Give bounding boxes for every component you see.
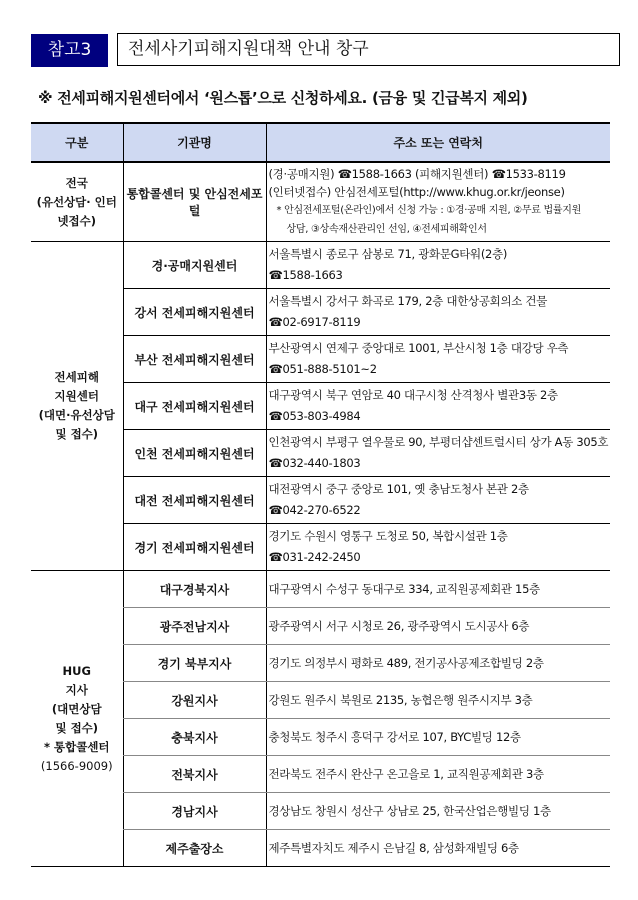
address: 경기도 수원시 영통구 도청로 50, 복합시설관 1층 — [268, 529, 508, 543]
address: 전라북도 전주시 완산구 온고을로 1, 교직원공제회관 3층 — [266, 756, 610, 793]
address: 부산광역시 연제구 중앙대로 1001, 부산시청 1층 대강당 우측 — [268, 341, 569, 355]
phone: ☎1588-1663 — [268, 268, 343, 282]
org-name: 부산 전세피해지원센터 — [123, 336, 266, 383]
column-header: 주소 또는 연락처 — [266, 123, 610, 162]
phone: ☎042-270-6522 — [268, 503, 361, 517]
org-name: 경기 전세피해지원센터 — [123, 524, 266, 571]
address: 대구광역시 북구 연암로 40 대구시청 산격청사 별관3동 2층 — [268, 388, 558, 402]
group-label: (대면·유선상담 — [38, 408, 115, 422]
phone: ☎053-803-4984 — [268, 409, 361, 423]
reference-tag: 참고3 — [31, 34, 108, 67]
org-name: 충북지사 — [123, 719, 266, 756]
address-cell — [266, 430, 610, 477]
org-name: 제주출장소 — [123, 830, 266, 867]
org-name: 전북지사 — [123, 756, 266, 793]
org-name: 대구 전세피해지원센터 — [123, 383, 266, 430]
address: 강원도 원주시 북원로 2135, 농협은행 원주시지부 3층 — [266, 682, 610, 719]
address: 대구광역시 수성구 동대구로 334, 교직원공제회관 15층 — [266, 571, 610, 608]
group-label: 지사 — [65, 682, 88, 697]
group-label: (유선상담· 인터 — [36, 194, 117, 209]
table-header — [31, 123, 610, 162]
contact-line: (경·공매지원) ☎1588-1663 (피해지원센터) ☎1533-8119 — [268, 167, 566, 181]
address: 서울특별시 강서구 화곡로 179, 2층 대한상공회의소 건물 — [268, 294, 548, 308]
address-cell — [266, 477, 610, 524]
group-label: 지원센터 — [54, 389, 99, 403]
address: 제주특별자치도 제주시 은남길 8, 삼성화재빌딩 6층 — [266, 830, 610, 867]
page-title: 전세사기피해지원대책 안내 창구 — [117, 33, 620, 66]
org-name: 강원지사 — [123, 682, 266, 719]
group-label: 전국 — [65, 175, 88, 190]
group-cell — [31, 242, 123, 571]
address-cell — [266, 242, 610, 289]
group-label: 넷접수) — [57, 213, 97, 228]
address-cell — [266, 336, 610, 383]
phone: ☎02-6917-8119 — [268, 315, 361, 329]
address: 경기도 의정부시 평화로 489, 전기공사공제조합빌딩 2층 — [266, 645, 610, 682]
online-note: 상담, ③상속재산관리인 선임, ④전세피해확인서 — [286, 224, 487, 235]
contact-line: (인터넷접수) 안심전세포털(http://www.khug.or.kr/jeonse) — [268, 185, 565, 199]
column-header: 기관명 — [123, 123, 266, 162]
address: 인천광역시 부평구 열우물로 90, 부평더샵센트럴시티 상가 A동 305호 — [268, 435, 609, 449]
org-name: 대구경북지사 — [123, 571, 266, 608]
org-name: 강서 전세피해지원센터 — [123, 289, 266, 336]
group-label: (대면상담 — [51, 701, 102, 716]
table-row — [31, 242, 610, 289]
group-cell — [31, 571, 123, 867]
address-cell — [266, 162, 610, 242]
address-cell — [266, 383, 610, 430]
org-name: 경기 북부지사 — [123, 645, 266, 682]
group-cell — [31, 162, 123, 242]
address-cell — [266, 289, 610, 336]
address: 서울특별시 종로구 삼봉로 71, 광화문G타워(2층) — [268, 247, 508, 261]
address: 광주광역시 서구 시청로 26, 광주광역시 도시공사 6층 — [266, 608, 610, 645]
org-name: 광주전남지사 — [123, 608, 266, 645]
notice-text: ※ 전세피해지원센터에서 ‘원스톱’으로 신청하세요. (금융 및 긴급복지 제외) — [38, 89, 528, 107]
phone: ☎051-888-5101~2 — [268, 362, 377, 376]
phone: ☎032-440-1803 — [268, 456, 361, 470]
address: 경상남도 창원시 성산구 상남로 25, 한국산업은행빌딩 1층 — [266, 793, 610, 830]
org-name: 대전 전세피해지원센터 — [123, 477, 266, 524]
group-label: 전세피해 — [54, 370, 99, 384]
org-name: 통합콜센터 및 안심전세포털 — [123, 162, 266, 242]
column-header: 구분 — [31, 123, 123, 162]
table-row — [31, 571, 610, 608]
org-name: 경·공매지원센터 — [123, 242, 266, 289]
online-note: * 안심전세포털(온라인)에서 신청 가능 : ①경·공매 지원, ②무료 법률지원 — [276, 205, 581, 216]
phone: ☎031-242-2450 — [268, 550, 361, 564]
address: 충청북도 청주시 흥덕구 강서로 107, BYC빌딩 12층 — [266, 719, 610, 756]
address: 대전광역시 중구 중앙로 101, 옛 충남도청사 본관 2층 — [268, 482, 529, 496]
table-row-national — [31, 162, 610, 242]
hug-callcenter-phone: (1566-9009) — [40, 758, 113, 773]
contact-table — [31, 122, 610, 867]
group-label: 및 접수) — [55, 720, 99, 735]
group-label: HUG — [62, 663, 91, 678]
address-cell — [266, 524, 610, 571]
org-name: 인천 전세피해지원센터 — [123, 430, 266, 477]
group-label: 및 접수) — [55, 427, 99, 441]
group-label: * 통합콜센터 — [43, 739, 110, 754]
org-name: 경남지사 — [123, 793, 266, 830]
